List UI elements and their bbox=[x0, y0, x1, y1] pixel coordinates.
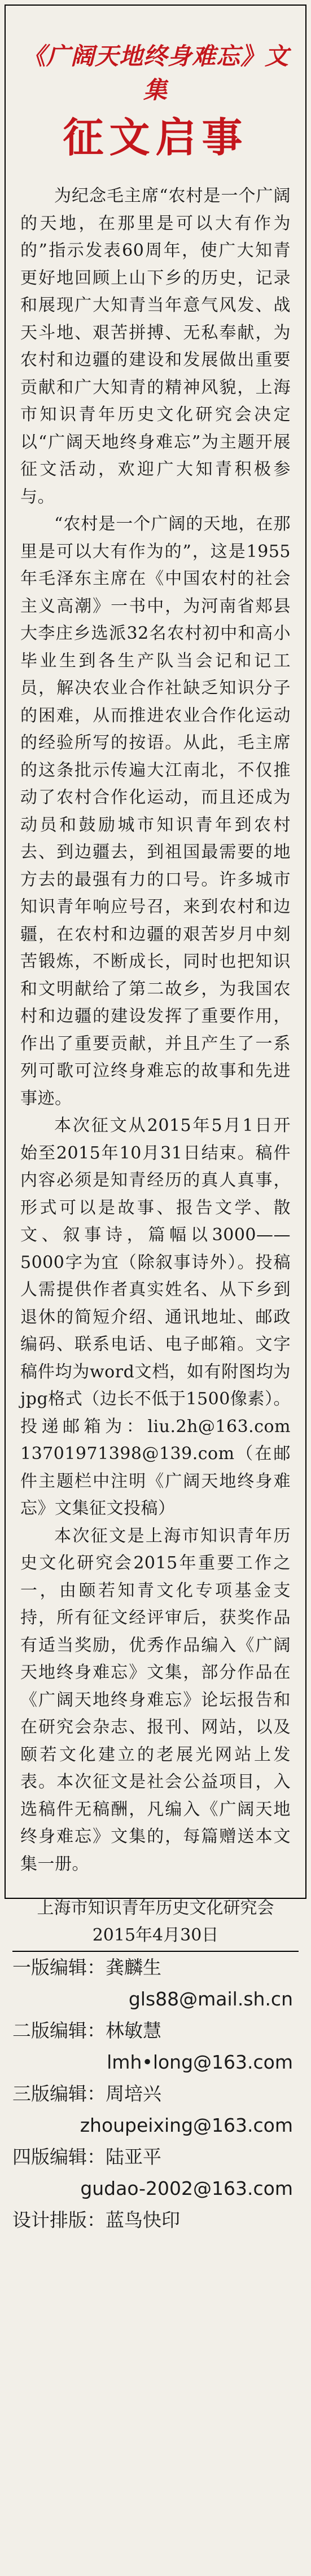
paragraph-submission-rules: 本次征文从2015年5月1日开始至2015年10月31日结束。稿件内容必须是知青经历的真人真事，形式可以是故事、报告文学、散文、叙事诗，篇幅以3000——5000字为宜（除叙事诗外）。投稿人需提供作者真实姓名、从下乡到退休的简短介绍、通讯地址、邮政编码、联系电话、电子邮箱。文字稿件均为word文档，如有附图均为jpg格式（边长不低于1500像素）。投递邮箱为：liu.2h@163.com 13701971398@139.com（在邮件主题栏中注明《广阔天地终身难忘》文集征文投稿） bbox=[20, 1116, 291, 1518]
editor-role: 一版编辑：龚麟生 bbox=[12, 1956, 161, 1978]
signature-date: 2015年4月30日 bbox=[92, 1925, 219, 1945]
editor-email[interactable]: zhoupeixing@163.com bbox=[80, 2114, 293, 2136]
editor-entry bbox=[12, 2204, 299, 2236]
editor-entry bbox=[12, 2078, 299, 2141]
editor-entry bbox=[12, 1952, 299, 2015]
editor-entry bbox=[12, 2141, 299, 2204]
editors-block bbox=[12, 1951, 299, 2236]
signature-organization: 上海市知识青年历史文化研究会 bbox=[37, 1898, 274, 1918]
editor-email[interactable]: gls88@mail.sh.cn bbox=[128, 1988, 293, 2010]
editor-email[interactable]: lmh•long@163.com bbox=[107, 2051, 293, 2073]
editor-email[interactable]: gudao-2002@163.com bbox=[80, 2177, 293, 2199]
notice-frame bbox=[5, 5, 306, 1899]
editor-role: 二版编辑：林敏慧 bbox=[12, 2020, 161, 2042]
paragraph-background: “农村是一个广阔的天地，在那里是可以大有作为的”，这是1955年毛泽东主席在《中国农村的社会主义高潮》一书中，为河南省郏县大李庄乡选派32名农村初中和高小毕业生到各生产队当会记和记工员，解决农业合作社缺乏知识分子的困难，从而推进农业合作化运动的经验所写的按语。从此，毛主席的这条批示传遍大江南北，不仅推动了农村合作化运动，而且还成为动员和鼓励城市知识青年到农村去、到边疆去，到祖国最需要的地方去的最强有力的口号。许多城市知识青年响应号召，来到农村和边疆，在农村和边疆的艰苦岁月中刻苦锻炼，不断成长，同时也把知识和文明献给了第二故乡，为我国农村和边疆的建设发挥了重要作用，作出了重要贡献，并且产生了一系列可歌可泣终身难忘的故事和先进事迹。 bbox=[20, 514, 291, 1108]
notice-heading: 征文启事 bbox=[63, 114, 248, 161]
notice-title: 《广阔天地终身难忘》文集 bbox=[21, 42, 289, 104]
paragraph-intro: 为纪念毛主席“农村是一个广阔的天地，在那里是可以大有作为的”指示发表60周年，使广大知青更好地回顾上山下乡的历史，记录和展现广大知青当年意气风发、战天斗地、艰苦拼搏、无私奉献，为农村和边疆的建设和发展做出重要贡献和广大知青的精神风貌，上海市知识青年历史文化研究会决定以“广阔天地终身难忘”为主题开展征文活动，欢迎广大知青积极参与。 bbox=[20, 186, 291, 507]
editor-role: 设计排版：蓝鸟快印 bbox=[12, 2209, 180, 2231]
paragraph-awards: 本次征文是上海市知识青年历史文化研究会2015年重要工作之一，由颐若知青文化专项基金支持，所有征文经评审后，获奖作品有适当奖励，优秀作品编入《广阔天地终身难忘》文集，部分作品在《广阔天地终身难忘》论坛报告和在研究会杂志、报刊、网站，以及颐若文化建立的老展光网站上发表。本次征文是社会公益项目，入选稿件无稿酬，凡编入《广阔天地终身难忘》文集的，每篇赠送本文集一册。 bbox=[20, 1526, 291, 1874]
editor-role: 三版编辑：周培兴 bbox=[12, 2083, 161, 2105]
editor-role: 四版编辑：陆亚平 bbox=[12, 2146, 161, 2168]
editor-entry bbox=[12, 2015, 299, 2078]
